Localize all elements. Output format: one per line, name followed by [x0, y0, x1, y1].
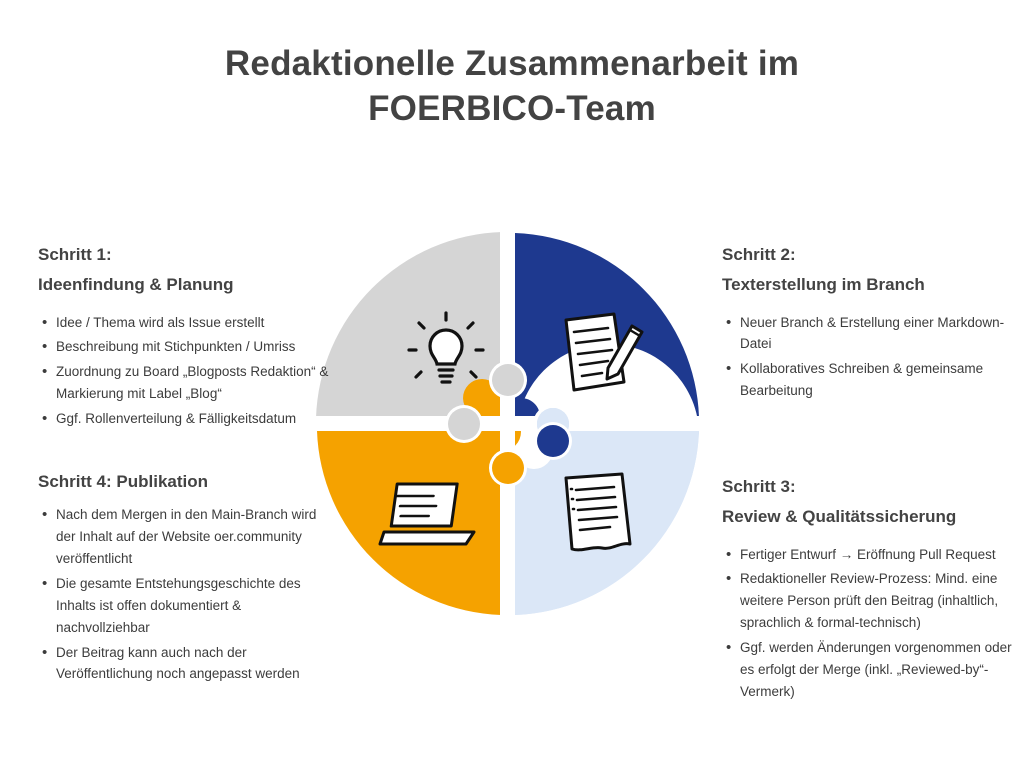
- step-3-list: [722, 544, 1024, 703]
- puzzle-wheel-diagram: [312, 228, 704, 620]
- list-item: • Kollaboratives Schreiben & gemeinsame Bearbeitung: [740, 358, 1022, 402]
- step-1-heading-line1: Schritt 1:: [38, 245, 112, 264]
- step-4-list: [38, 504, 338, 685]
- puzzle-gaps: [312, 228, 704, 620]
- list-item: • Die gesamte Entstehungsgeschichte des Inhalts ist offen dokumentiert & nachvollziehbar: [56, 573, 338, 639]
- page-title-line1: Redaktionelle Zusammenarbeit im: [224, 44, 800, 83]
- list-item: • Ggf. Rollenverteilung & Fälligkeitsdatum: [56, 408, 338, 430]
- step-2-block: [722, 240, 1022, 405]
- list-item: • Beschreibung mit Stichpunkten / Umriss: [56, 336, 338, 358]
- step-3-heading: [722, 472, 1024, 532]
- step-2-heading-line2: Texterstellung im Branch: [722, 274, 925, 294]
- list-item: • Fertiger Entwurf → Eröffnung Pull Request: [740, 544, 1024, 566]
- step-4-heading-line1: Schritt 4: Publikation: [38, 472, 209, 491]
- step-1-block: [38, 240, 338, 433]
- page-title-line2: FOERBICO-Team: [368, 88, 656, 128]
- step-3-heading-line1: Schritt 3:: [722, 477, 796, 496]
- step-3-block: [722, 472, 1024, 706]
- document-checklist-icon: [566, 474, 630, 550]
- page-title: [0, 42, 1024, 132]
- step-1-heading: [38, 240, 338, 300]
- step-1-list: [38, 312, 338, 430]
- list-item: • Ggf. werden Änderungen vorgenommen oder es erfolgt der Merge (inkl. „Reviewed-by“-Vermerk): [740, 637, 1024, 703]
- list-item: • Nach dem Mergen in den Main-Branch wird der Inhalt auf der Website oer.community veröffentlicht: [56, 504, 338, 570]
- list-item: • Idee / Thema wird als Issue erstellt: [56, 312, 338, 334]
- step-2-heading: [722, 240, 1022, 300]
- step-3-heading-line2: Review & Qualitätssicherung: [722, 506, 957, 526]
- list-item: • Neuer Branch & Erstellung einer Markdown-Datei: [740, 312, 1022, 356]
- step-4-heading: [38, 472, 338, 492]
- step-2-heading-line1: Schritt 2:: [722, 245, 796, 264]
- step-2-list: [722, 312, 1022, 402]
- list-item: • Redaktioneller Review-Prozess: Mind. eine weitere Person prüft den Beitrag (inhaltlich, sprachlich & formal-technisch): [740, 568, 1024, 634]
- step-4-block: [38, 472, 338, 688]
- list-item: • Der Beitrag kann auch nach der Veröffentlichung noch angepasst werden: [56, 642, 338, 686]
- step-1-heading-line2: Ideenfindung & Planung: [38, 274, 234, 294]
- list-item: • Zuordnung zu Board „Blogposts Redaktion“ & Markierung mit Label „Blog“: [56, 361, 338, 405]
